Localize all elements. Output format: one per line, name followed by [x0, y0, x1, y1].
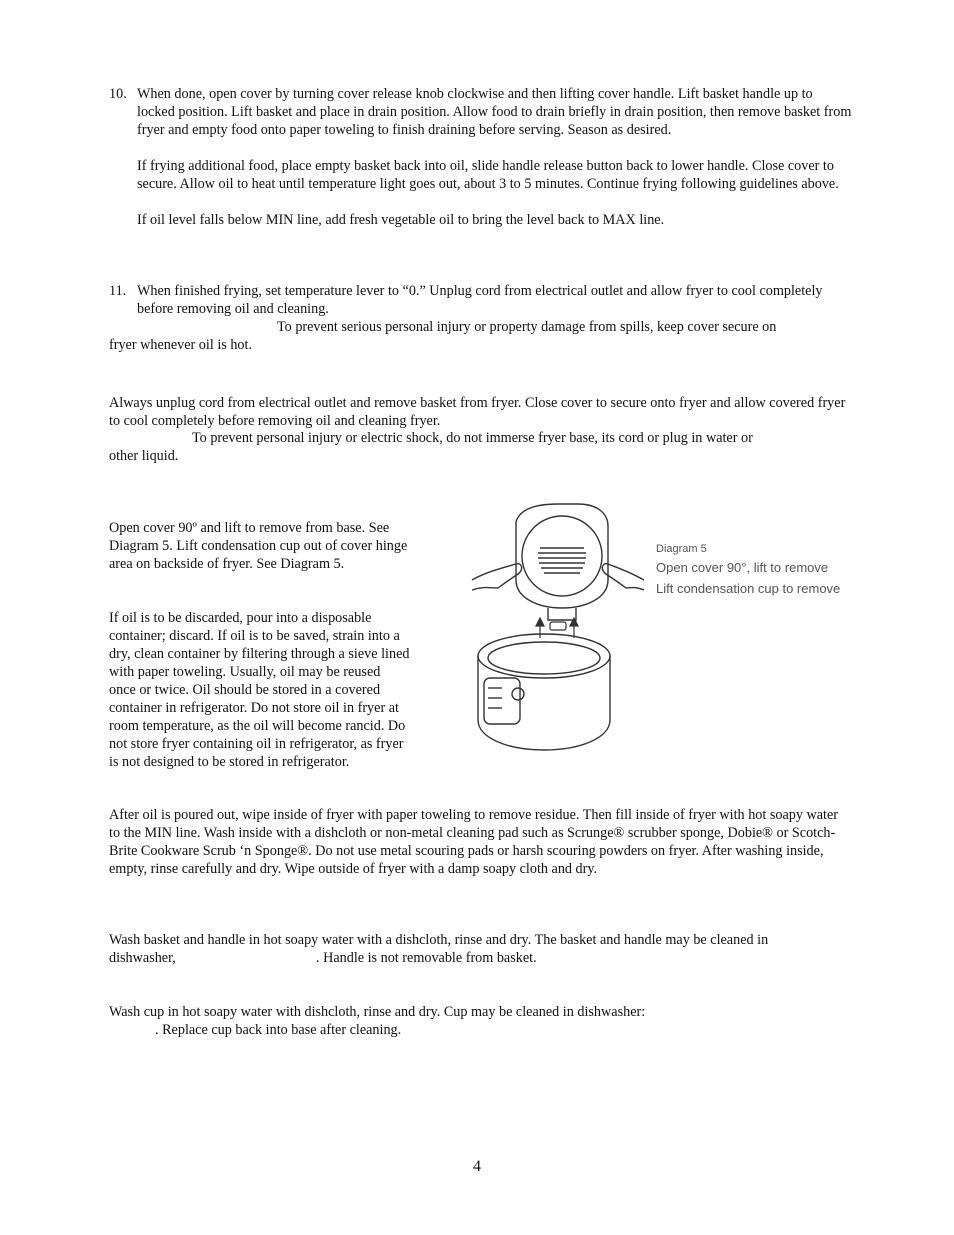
care-caution-line-2: other liquid.: [109, 448, 179, 464]
fryer-cleaning-text: After oil is poured out, wipe inside of fryer with paper toweling to remove residue. Then fill inside of fryer with hot soapy water to the MIN line. Wash inside with a dishcloth or non-metal cleaning pad such as Scrunge® scrubber sponge, Dobie® or Scotch-Brite Cookware Scrub ‘n Sponge®. Do not use metal scouring pads or harsh scouring powders on fryer. After washing inside, empty, rinse carefully and dry. Wipe outside of fryer with a damp soapy cloth and dry.: [109, 807, 839, 877]
diagram-5-figure: [458, 498, 850, 762]
step-11-text: When finished frying, set temperature lever to “0.” Unplug cord from electrical outlet and allow fryer to cool completely before removing oil and cleaning.: [137, 283, 823, 317]
caution-line-1: To prevent serious personal injury or property damage from spills, keep cover secure on: [277, 319, 777, 335]
diagram-caption-line-1: Open cover 90°, lift to remove: [656, 560, 829, 575]
step-11-number: 11.: [109, 283, 127, 299]
care-caution-line-1: To prevent personal injury or electric shock, do not immerse fryer base, its cord or plug in water or: [192, 430, 753, 446]
caution-line-2: fryer whenever oil is hot.: [109, 337, 253, 353]
fryer-diagram-illustration: [458, 498, 850, 762]
cup-cleaning-line-2: . Replace cup back into base after cleaning.: [155, 1022, 402, 1038]
cover-removal-text: [109, 519, 445, 573]
cover-lid-drawing: [472, 504, 644, 620]
oil-storage-line: container in refrigerator. Do not store oil in fryer at: [109, 700, 399, 716]
care-intro-text: Always unplug cord from electrical outlet and remove basket from fryer. Close cover to secure onto fryer and allow covered fryer to cool completely before removing oil and cleaning fryer.: [109, 395, 846, 429]
diagram-caption-line-2: Lift condensation cup to remove: [656, 581, 841, 596]
oil-storage-line: not store fryer containing oil in refrigerator, as fryer: [109, 736, 404, 752]
oil-storage-line: room temperature, as the oil will become rancid. Do: [109, 718, 406, 734]
basket-cleaning-line-2b: . Handle is not removable from basket.: [316, 950, 537, 966]
oil-storage-line: container; discard. If oil is to be saved, strain into a: [109, 628, 400, 644]
page-number: 4: [473, 1158, 481, 1175]
basket-cleaning-line-1: Wash basket and handle in hot soapy water with a dishcloth, rinse and dry. The basket and handle may be cleaned in: [109, 932, 769, 948]
step-10-oil-level: If oil level falls below MIN line, add fresh vegetable oil to bring the level back to MAX line.: [137, 212, 665, 228]
step-10-text: When done, open cover by turning cover release knob clockwise and then lifting cover handle. Lift basket handle up to locked position. Lift basket and place in drain position. Allow food to drain briefly in drain position, then remove basket from fryer and empty food onto paper toweling to finish draining before serving. Season as desired.: [137, 86, 852, 138]
step-11: [109, 282, 854, 318]
oil-storage-line: with paper toweling. Usually, oil may be reused: [109, 664, 381, 680]
step-10: [109, 85, 854, 229]
basket-cleaning-line-2a: dishwasher,: [109, 950, 176, 966]
oil-storage-line: once or twice. Oil should be stored in a covered: [109, 682, 381, 698]
oil-storage-line: is not designed to be stored in refrigerator.: [109, 754, 350, 770]
step-10-additional-frying: If frying additional food, place empty basket back into oil, slide handle release button back to lower handle. Close cover to secure. Allow oil to heat until temperature light goes out, about 3 to 5 minutes. Continue frying following guidelines above.: [137, 158, 839, 192]
cover-removal-line: Diagram 5. Lift condensation cup out of cover hinge: [109, 538, 408, 554]
cup-cleaning-line-1: Wash cup in hot soapy water with dishcloth, rinse and dry. Cup may be cleaned in dishwasher:: [109, 1004, 646, 1020]
oil-storage-line: dry, clean container by filtering through a sieve lined: [109, 646, 410, 662]
cover-removal-line: area on backside of fryer. See Diagram 5.: [109, 556, 345, 572]
diagram-title: Diagram 5: [656, 543, 707, 555]
oil-storage-line: If oil is to be discarded, pour into a disposable: [109, 610, 372, 626]
step-10-number: 10.: [109, 86, 127, 102]
fryer-base-drawing: [478, 634, 610, 750]
cover-removal-line: Open cover 90º and lift to remove from base. See: [109, 520, 390, 536]
oil-storage-text: [109, 609, 445, 771]
